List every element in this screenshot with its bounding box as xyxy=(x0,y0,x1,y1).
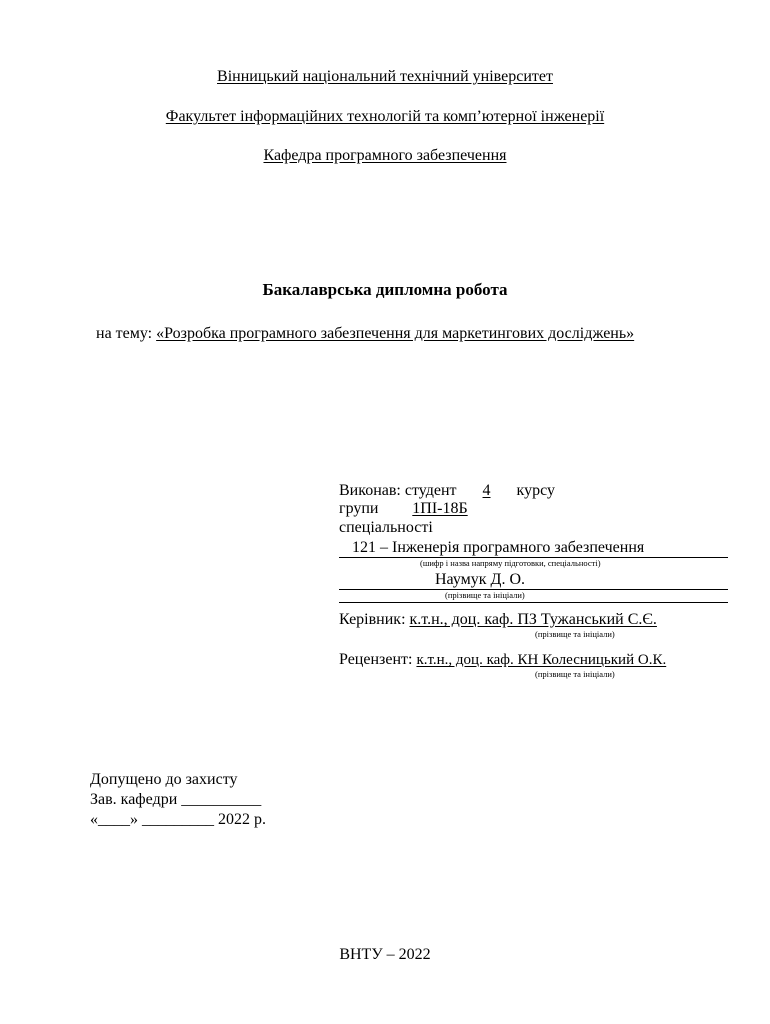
specialty-caption: (шифр і назва напряму підготовки, спеціальності) xyxy=(420,558,601,568)
department-name: Кафедра програмного забезпечення xyxy=(263,147,507,164)
approval-date: «____» _________ 2022 р. xyxy=(90,811,266,828)
student-group-line: групи 1ПІ-18Б xyxy=(339,500,497,518)
reviewer-caption: (прізвище та ініціали) xyxy=(535,669,615,679)
student-name-caption: (прізвище та ініціали) xyxy=(445,590,525,600)
reviewer-name: к.т.н., доц. каф. КН Колесницький О.К. xyxy=(416,652,667,668)
topic-text: «Розробка програмного забезпечення для маркетингових досліджень» xyxy=(156,325,635,342)
supervisor-caption: (прізвище та ініціали) xyxy=(535,629,615,639)
reviewer-line: Рецензент: к.т.н., доц. каф. КН Колесницький О.К. xyxy=(339,651,712,669)
specialty-value: 121 – Інженерія програмного забезпечення xyxy=(352,539,645,556)
university-name: Вінницький національний технічний університет xyxy=(217,68,553,85)
admitted-to-defense: Допущено до захисту xyxy=(90,771,238,788)
student-separator xyxy=(339,602,728,603)
supervisor-name: к.т.н., доц. каф. ПЗ Тужанський С.Є. xyxy=(409,611,657,628)
supervisor-line: Керівник: к.т.н., доц. каф. ПЗ Тужанський С.Є. xyxy=(339,611,710,629)
student-name-underline xyxy=(339,589,728,590)
topic-prefix: на тему: xyxy=(96,325,157,342)
student-group: 1ПІ-18Б xyxy=(412,500,468,517)
student-course: 4 xyxy=(482,482,491,499)
student-name: Наумук Д. О. xyxy=(435,571,525,588)
work-topic xyxy=(96,325,634,343)
work-title: Бакалаврська дипломна робота xyxy=(262,280,508,299)
specialty-label: спеціальності xyxy=(339,519,433,536)
student-course-line: Виконав: студент 4 курсу xyxy=(339,482,555,499)
head-of-department: Зав. кафедри __________ xyxy=(90,791,262,808)
place-year: ВНТУ – 2022 xyxy=(339,946,431,963)
faculty-name: Факультет інформаційних технологій та комп’ютерної інженерії xyxy=(165,108,605,125)
